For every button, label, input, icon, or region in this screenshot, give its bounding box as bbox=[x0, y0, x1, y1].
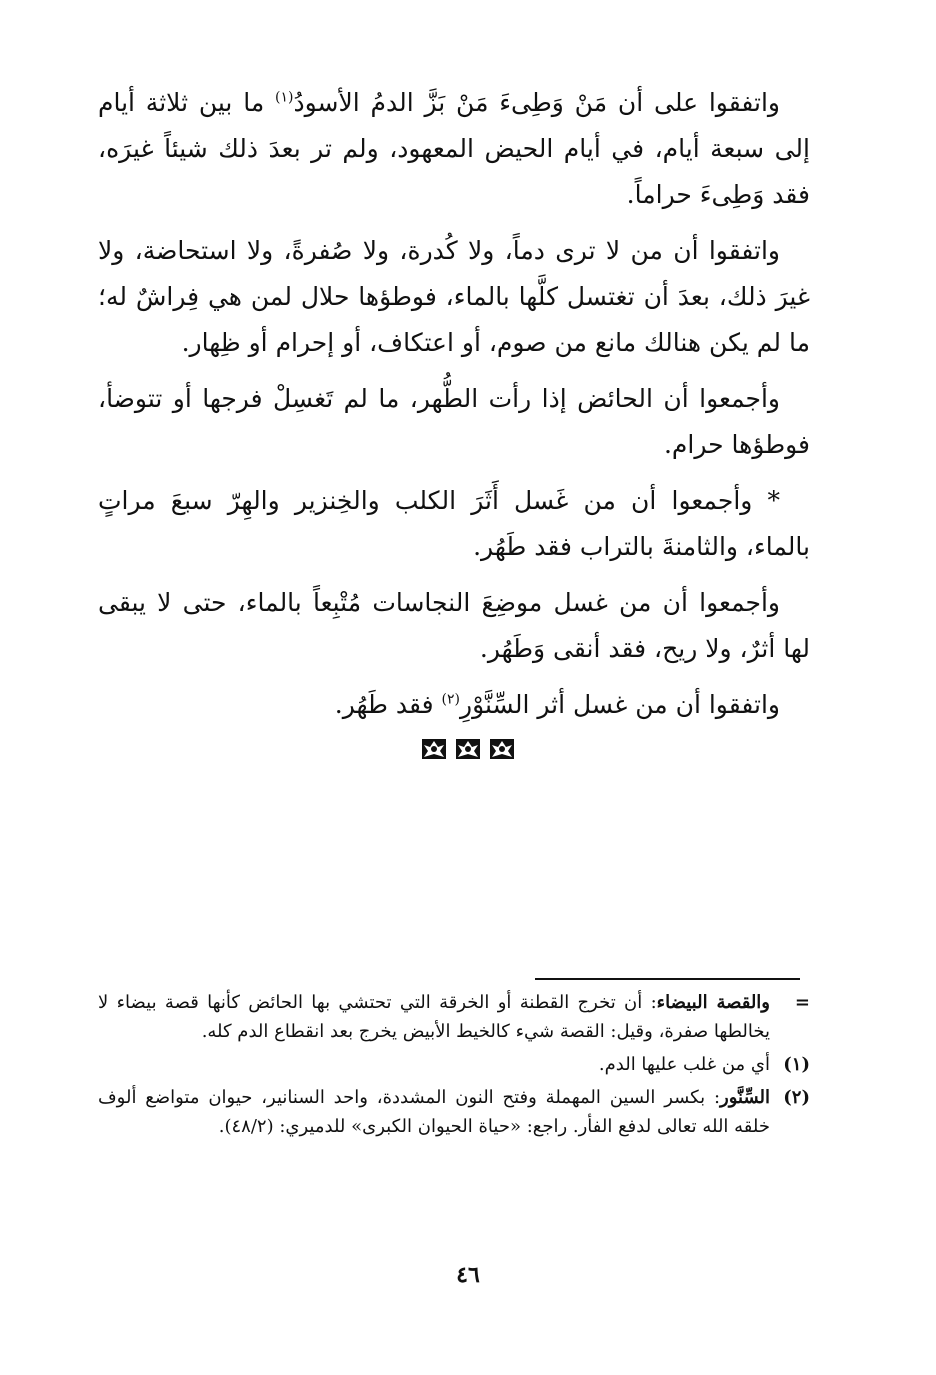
paragraph-1-end: ما بين ثلاثة أيام إلى سبعة أيام، في أيام الحيض المعهود، ولم تر بعدَ ذلك شيئاً غيرَه، فقد وَطِىءَ حراماً. bbox=[98, 88, 810, 209]
footnote-text: : بكسر السين المهملة وفتح النون المشددة، واحد السنانير، حيوان متواضع ألوف خلقه الله تعالى لدفع الفأر. راجع: «حياة الحيوان الكبرى» للدميري: (٤٨/٢). bbox=[98, 1087, 770, 1137]
ornament-icon bbox=[455, 738, 481, 760]
footnote-marker: (١) bbox=[783, 1054, 810, 1075]
footnote-continued bbox=[98, 988, 810, 1046]
page-number: ٤٦ bbox=[456, 1262, 480, 1288]
footnote-ref-1[interactable]: (١) bbox=[275, 89, 294, 106]
footnote-ref-2[interactable]: (٢) bbox=[441, 691, 460, 708]
paragraph-3: وأجمعوا أن الحائض إذا رأت الطُّهر، ما لم تَغسِلْ فرجها أو تتوضأ، فوطؤها حرام. bbox=[98, 384, 810, 459]
footnote-term: والقصة البيضاء bbox=[656, 992, 770, 1013]
footnote-term: السِّنَّور bbox=[720, 1087, 770, 1108]
footnote-text: : أن تخرج القطنة أو الخرقة التي تحتشي بها الحائض كأنها قصة بيضاء لا يخالطها صفرة، وقيل: القصة شيء كالخيط الأبيض يخرج بعد انقطاع الدم كله. bbox=[98, 992, 770, 1042]
main-text bbox=[98, 80, 810, 738]
paragraph-1 bbox=[98, 80, 810, 218]
ornament-icon bbox=[489, 738, 515, 760]
paragraph-1-start: واتفقوا على أن مَنْ وَطِىءَ مَنْ بَزَّ الدمُ الأسودُ bbox=[293, 88, 780, 117]
paragraph-6-end: فقد طَهُر. bbox=[334, 690, 442, 719]
paragraph-6 bbox=[98, 682, 810, 728]
footnote-2 bbox=[98, 1083, 810, 1141]
footnote-marker: (٢) bbox=[783, 1087, 810, 1108]
paragraph-2: واتفقوا أن من لا ترى دماً، ولا كُدرة، ولا صُفرةً، ولا استحاضة، ولا غيرَ ذلك، بعدَ أن تغتسل كلَّها بالماء، فوطؤها حلال لمن هي فِراشٌ له؛ ما لم يكن هنالك مانع من صوم، أو اعتكاف، أو إحرام أو ظِهار. bbox=[98, 236, 810, 357]
footnote-separator bbox=[535, 978, 800, 980]
section-divider-ornaments bbox=[0, 738, 936, 760]
footnote-text: أي من غلب عليها الدم. bbox=[598, 1054, 770, 1075]
paragraph-4: * وأجمعوا أن من غَسل أَثَرَ الكلب والخِنزير والهِرّ سبعَ مراتٍ بالماء، والثامنةَ بالتراب فقد طَهُر. bbox=[98, 486, 810, 561]
ornament-icon bbox=[421, 738, 447, 760]
paragraph-6-start: واتفقوا أن من غسل أثر السِّنَّوْرِ bbox=[460, 690, 780, 719]
footnotes bbox=[98, 988, 810, 1145]
footnote-1 bbox=[98, 1050, 810, 1079]
paragraph-5: وأجمعوا أن من غسل موضِعَ النجاسات مُتْبِعاً بالماء، حتى لا يبقى لها أثرٌ، ولا ريح، فقد أنقى وَطَهُر. bbox=[98, 588, 810, 663]
footnote-marker: = bbox=[794, 992, 810, 1013]
